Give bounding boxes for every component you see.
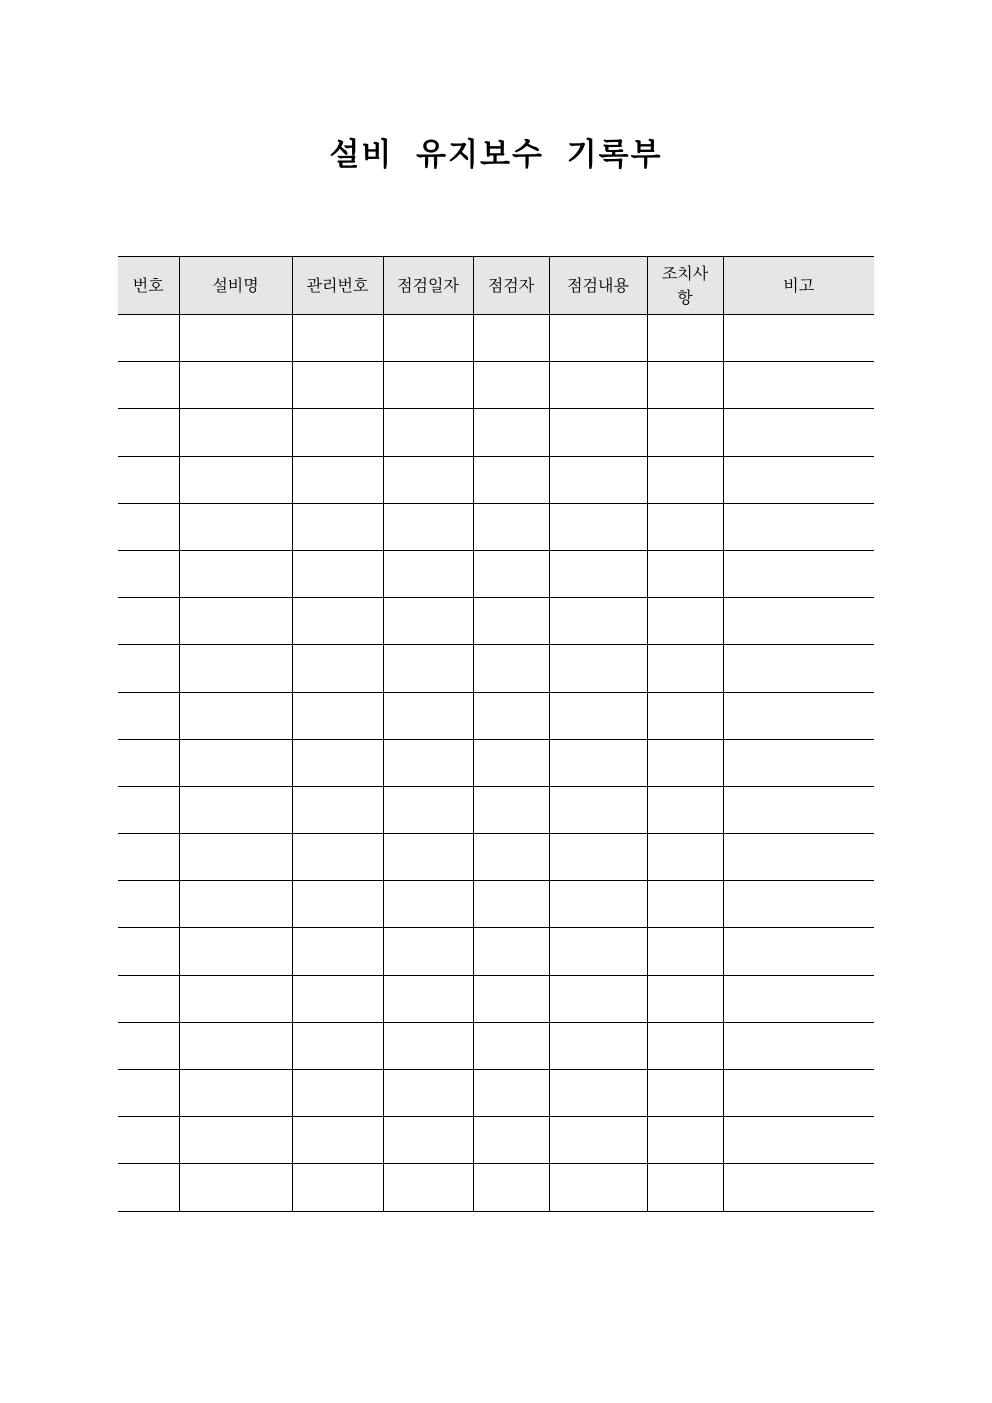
cell-inspection-details[interactable] (549, 928, 647, 975)
cell-inspector[interactable] (473, 1117, 549, 1164)
cell-management-number[interactable] (292, 409, 383, 456)
cell-number[interactable] (118, 456, 179, 503)
cell-management-number[interactable] (292, 1164, 383, 1211)
table-row (118, 975, 874, 1022)
cell-equipment-name[interactable] (179, 315, 292, 362)
cell-action-taken[interactable] (647, 739, 723, 786)
cell-remarks[interactable] (723, 928, 874, 975)
cell-remarks[interactable] (723, 645, 874, 692)
cell-equipment-name[interactable] (179, 786, 292, 833)
cell-management-number[interactable] (292, 1070, 383, 1117)
cell-action-taken[interactable] (647, 1117, 723, 1164)
cell-inspector[interactable] (473, 881, 549, 928)
table-row (118, 881, 874, 928)
cell-inspection-details[interactable] (549, 362, 647, 409)
cell-inspection-details[interactable] (549, 739, 647, 786)
cell-management-number[interactable] (292, 881, 383, 928)
cell-action-taken[interactable] (647, 1070, 723, 1117)
cell-action-taken[interactable] (647, 409, 723, 456)
cell-number[interactable] (118, 598, 179, 645)
cell-remarks[interactable] (723, 456, 874, 503)
cell-inspector[interactable] (473, 315, 549, 362)
cell-inspection-details[interactable] (549, 975, 647, 1022)
cell-action-taken[interactable] (647, 692, 723, 739)
cell-remarks[interactable] (723, 409, 874, 456)
cell-management-number[interactable] (292, 550, 383, 597)
header-number: 번호 (118, 257, 179, 315)
cell-inspector[interactable] (473, 503, 549, 550)
cell-inspector[interactable] (473, 739, 549, 786)
cell-number[interactable] (118, 645, 179, 692)
cell-action-taken[interactable] (647, 928, 723, 975)
cell-remarks[interactable] (723, 1117, 874, 1164)
cell-inspection-date[interactable] (383, 834, 473, 881)
cell-remarks[interactable] (723, 1164, 874, 1211)
cell-action-taken[interactable] (647, 1164, 723, 1211)
cell-inspection-date[interactable] (383, 645, 473, 692)
cell-inspection-date[interactable] (383, 692, 473, 739)
cell-inspection-date[interactable] (383, 315, 473, 362)
cell-inspection-date[interactable] (383, 503, 473, 550)
cell-inspection-details[interactable] (549, 456, 647, 503)
cell-management-number[interactable] (292, 739, 383, 786)
table-row (118, 645, 874, 692)
table-row (118, 1070, 874, 1117)
table-row (118, 692, 874, 739)
table-row (118, 928, 874, 975)
cell-number[interactable] (118, 1022, 179, 1069)
cell-management-number[interactable] (292, 975, 383, 1022)
cell-equipment-name[interactable] (179, 598, 292, 645)
cell-inspector[interactable] (473, 598, 549, 645)
cell-number[interactable] (118, 692, 179, 739)
cell-equipment-name[interactable] (179, 362, 292, 409)
cell-action-taken[interactable] (647, 881, 723, 928)
cell-number[interactable] (118, 1164, 179, 1211)
cell-inspection-date[interactable] (383, 409, 473, 456)
cell-inspector[interactable] (473, 645, 549, 692)
cell-inspection-date[interactable] (383, 362, 473, 409)
table-row (118, 362, 874, 409)
table-row (118, 834, 874, 881)
cell-inspection-details[interactable] (549, 1070, 647, 1117)
table-header-row (118, 257, 874, 315)
cell-inspection-details[interactable] (549, 692, 647, 739)
cell-inspection-date[interactable] (383, 786, 473, 833)
cell-number[interactable] (118, 1070, 179, 1117)
cell-number[interactable] (118, 362, 179, 409)
cell-management-number[interactable] (292, 834, 383, 881)
cell-remarks[interactable] (723, 1070, 874, 1117)
cell-inspector[interactable] (473, 362, 549, 409)
header-equipment-name: 설비명 (179, 257, 292, 315)
cell-equipment-name[interactable] (179, 739, 292, 786)
cell-action-taken[interactable] (647, 786, 723, 833)
cell-inspection-date[interactable] (383, 928, 473, 975)
table-row (118, 739, 874, 786)
cell-inspection-date[interactable] (383, 456, 473, 503)
cell-equipment-name[interactable] (179, 834, 292, 881)
cell-inspector[interactable] (473, 928, 549, 975)
cell-management-number[interactable] (292, 456, 383, 503)
page-title: 설비 유지보수 기록부 (329, 137, 663, 173)
cell-management-number[interactable] (292, 362, 383, 409)
cell-number[interactable] (118, 739, 179, 786)
cell-inspection-date[interactable] (383, 550, 473, 597)
table-row (118, 315, 874, 362)
cell-inspector[interactable] (473, 834, 549, 881)
cell-remarks[interactable] (723, 550, 874, 597)
cell-equipment-name[interactable] (179, 1164, 292, 1211)
cell-management-number[interactable] (292, 315, 383, 362)
cell-inspection-date[interactable] (383, 1117, 473, 1164)
cell-remarks[interactable] (723, 739, 874, 786)
cell-inspection-date[interactable] (383, 1022, 473, 1069)
cell-inspection-date[interactable] (383, 881, 473, 928)
cell-action-taken[interactable] (647, 975, 723, 1022)
table-row (118, 786, 874, 833)
cell-inspector[interactable] (473, 409, 549, 456)
cell-number[interactable] (118, 409, 179, 456)
cell-equipment-name[interactable] (179, 503, 292, 550)
cell-management-number[interactable] (292, 503, 383, 550)
cell-inspection-details[interactable] (549, 1164, 647, 1211)
cell-inspection-details[interactable] (549, 503, 647, 550)
cell-number[interactable] (118, 881, 179, 928)
cell-equipment-name[interactable] (179, 881, 292, 928)
cell-equipment-name[interactable] (179, 550, 292, 597)
cell-inspection-details[interactable] (549, 834, 647, 881)
header-inspection-details: 점검내용 (549, 257, 647, 315)
cell-remarks[interactable] (723, 503, 874, 550)
cell-inspection-date[interactable] (383, 975, 473, 1022)
cell-inspection-details[interactable] (549, 598, 647, 645)
cell-inspection-details[interactable] (549, 786, 647, 833)
cell-equipment-name[interactable] (179, 456, 292, 503)
cell-inspection-details[interactable] (549, 1117, 647, 1164)
cell-inspector[interactable] (473, 1022, 549, 1069)
cell-number[interactable] (118, 975, 179, 1022)
maintenance-log-table (118, 256, 874, 1212)
cell-number[interactable] (118, 928, 179, 975)
table-row (118, 1117, 874, 1164)
cell-inspection-date[interactable] (383, 598, 473, 645)
cell-management-number[interactable] (292, 645, 383, 692)
cell-equipment-name[interactable] (179, 1022, 292, 1069)
cell-remarks[interactable] (723, 786, 874, 833)
cell-remarks[interactable] (723, 975, 874, 1022)
cell-management-number[interactable] (292, 1117, 383, 1164)
cell-number[interactable] (118, 834, 179, 881)
cell-inspection-details[interactable] (549, 550, 647, 597)
table-row (118, 598, 874, 645)
cell-inspector[interactable] (473, 550, 549, 597)
cell-equipment-name[interactable] (179, 928, 292, 975)
table-row (118, 409, 874, 456)
cell-number[interactable] (118, 550, 179, 597)
cell-remarks[interactable] (723, 1022, 874, 1069)
cell-inspector[interactable] (473, 786, 549, 833)
header-action-taken (647, 257, 723, 315)
cell-management-number[interactable] (292, 692, 383, 739)
cell-action-taken[interactable] (647, 315, 723, 362)
cell-inspection-details[interactable] (549, 315, 647, 362)
table-row (118, 456, 874, 503)
cell-remarks[interactable] (723, 362, 874, 409)
cell-inspection-date[interactable] (383, 739, 473, 786)
table-row (118, 1164, 874, 1211)
cell-equipment-name[interactable] (179, 1070, 292, 1117)
cell-action-taken[interactable] (647, 503, 723, 550)
header-action-taken-label: 조치사항 (661, 263, 709, 307)
cell-inspector[interactable] (473, 1070, 549, 1117)
table-row (118, 503, 874, 550)
cell-action-taken[interactable] (647, 550, 723, 597)
cell-inspector[interactable] (473, 456, 549, 503)
cell-equipment-name[interactable] (179, 645, 292, 692)
cell-number[interactable] (118, 503, 179, 550)
cell-action-taken[interactable] (647, 362, 723, 409)
cell-management-number[interactable] (292, 1022, 383, 1069)
cell-inspection-details[interactable] (549, 645, 647, 692)
cell-equipment-name[interactable] (179, 1117, 292, 1164)
cell-remarks[interactable] (723, 834, 874, 881)
table-body (118, 315, 874, 1212)
cell-remarks[interactable] (723, 598, 874, 645)
cell-number[interactable] (118, 1117, 179, 1164)
cell-remarks[interactable] (723, 881, 874, 928)
table-row (118, 1022, 874, 1069)
cell-inspection-details[interactable] (549, 409, 647, 456)
cell-number[interactable] (118, 786, 179, 833)
cell-inspector[interactable] (473, 692, 549, 739)
cell-inspection-date[interactable] (383, 1070, 473, 1117)
cell-remarks[interactable] (723, 692, 874, 739)
cell-inspector[interactable] (473, 975, 549, 1022)
header-remarks: 비고 (723, 257, 874, 315)
cell-equipment-name[interactable] (179, 409, 292, 456)
cell-number[interactable] (118, 315, 179, 362)
header-inspector: 점검자 (473, 257, 549, 315)
cell-equipment-name[interactable] (179, 975, 292, 1022)
cell-inspection-details[interactable] (549, 1022, 647, 1069)
cell-action-taken[interactable] (647, 598, 723, 645)
cell-inspection-date[interactable] (383, 1164, 473, 1211)
cell-equipment-name[interactable] (179, 692, 292, 739)
cell-management-number[interactable] (292, 928, 383, 975)
cell-action-taken[interactable] (647, 834, 723, 881)
cell-action-taken[interactable] (647, 456, 723, 503)
cell-inspection-details[interactable] (549, 881, 647, 928)
cell-action-taken[interactable] (647, 645, 723, 692)
cell-inspector[interactable] (473, 1164, 549, 1211)
cell-remarks[interactable] (723, 315, 874, 362)
table-row (118, 550, 874, 597)
header-management-number: 관리번호 (292, 257, 383, 315)
cell-management-number[interactable] (292, 786, 383, 833)
cell-action-taken[interactable] (647, 1022, 723, 1069)
header-inspection-date: 점검일자 (383, 257, 473, 315)
cell-management-number[interactable] (292, 598, 383, 645)
